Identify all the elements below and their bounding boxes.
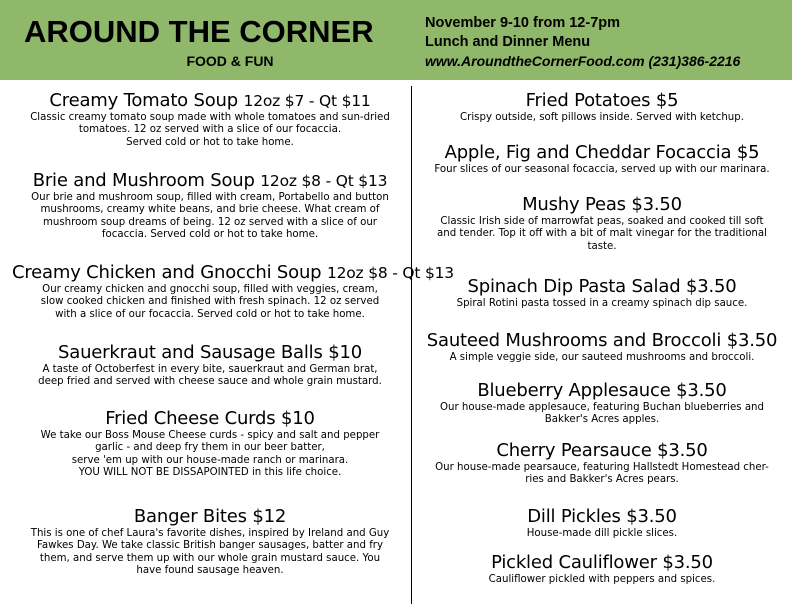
description-line: Classic Irish side of marrowfat peas, soaked and cooked till soft: [440, 216, 764, 227]
description-line: Fawkes Day. We take classic British banger sausages, batter and fry: [36, 540, 384, 552]
description-line: Classic creamy tomato soup made with whole tomatoes and sun-dried: [30, 112, 390, 123]
menu-item-title: [418, 330, 786, 352]
menu-item-price: 12oz $7 - Qt $11: [243, 92, 371, 110]
menu-item-title: [418, 142, 786, 164]
description-line: YOU WILL NOT BE DISSAPOINTED in this life choice.: [78, 467, 342, 479]
menu-item-description: [418, 402, 786, 427]
menu-item-price: 12oz $8 - Qt $13: [326, 264, 454, 282]
description-line: Cauliflower pickled with peppers and spices.: [488, 574, 716, 585]
description-line: have found sausage heaven.: [136, 565, 284, 577]
menu-item-description: [12, 430, 408, 480]
description-line: Served cold or hot to take home.: [126, 136, 294, 148]
menu-item-description: [418, 352, 786, 364]
menu-item: [418, 506, 786, 540]
menu-item-description: [12, 364, 408, 389]
menu-item-price: $3.50: [662, 552, 713, 573]
description-line: Our brie and mushroom soup, filled with cream, Portabello and button: [31, 192, 389, 203]
brand-tagline: FOOD & FUN: [186, 53, 274, 69]
menu-item-title: [12, 506, 408, 528]
menu-item-description: [418, 574, 786, 586]
menu-item-name: Mushy Peas: [522, 194, 626, 215]
menu-item-description: [418, 298, 786, 310]
menu-item: [418, 90, 786, 124]
menu-item-price: 12oz $8 - Qt $13: [260, 172, 388, 190]
menu-item: [12, 408, 408, 480]
menu-type: Lunch and Dinner Menu: [425, 34, 591, 50]
menu-item-name: Fried Cheese Curds: [105, 408, 276, 429]
description-line: Crispy outside, soft pillows inside. Served with ketchup.: [460, 112, 744, 123]
menu-item: [418, 142, 786, 176]
menu-item-title: [12, 90, 408, 112]
description-line: tomatoes. 12 oz served with a slice of our focaccia.: [78, 124, 342, 136]
menu-item: [418, 330, 786, 364]
menu-item: [418, 380, 786, 427]
menu-item-price: $3.50: [685, 276, 737, 297]
menu-item-price: $3.50: [626, 506, 677, 527]
menu-item: [418, 276, 786, 310]
description-line: A taste of Octoberfest in every bite, sauerkraut and German brat,: [42, 364, 378, 375]
event-date: November 9-10 from 12-7pm: [425, 15, 621, 31]
menu-item: [12, 90, 408, 149]
menu-item-title: [418, 552, 786, 574]
description-line: House-made dill pickle slices.: [526, 528, 678, 539]
menu-item-name: Cherry Pearsauce: [496, 440, 652, 461]
event-info: [425, 14, 740, 71]
description-line: serve 'em up with our house-made ranch or marinara.: [71, 454, 349, 466]
menu-item: [418, 194, 786, 253]
menu-item-price: $10: [328, 342, 362, 363]
menu-item-description: [418, 462, 786, 487]
menu-item-name: Creamy Tomato Soup: [49, 90, 238, 111]
menu-item-price: $5: [736, 142, 760, 163]
menu-item-name: Pickled Cauliflower: [491, 552, 657, 573]
menu-item-price: $12: [252, 506, 287, 527]
menu-item-title: [12, 170, 408, 192]
menu-item-title: [12, 342, 408, 364]
menu-item-price: $3.50: [631, 194, 682, 215]
menu-item-description: [418, 164, 786, 176]
menu-item-description: [418, 528, 786, 540]
description-line: Our house-made pearsauce, featuring Hallstedt Homestead cher-: [435, 462, 769, 473]
menu-item: [418, 552, 786, 586]
description-line: with a slice of our focaccia. Served cold or hot to take home.: [55, 308, 365, 320]
description-line: deep fried and served with cheese sauce and whole grain mustard.: [38, 376, 382, 388]
menu-item-price: $3.50: [676, 380, 727, 401]
description-line: Our creamy chicken and gnocchi soup, filled with veggies, cream,: [42, 284, 378, 295]
description-line: ries and Bakker's Acres pears.: [525, 474, 679, 486]
description-line: mushroom soup dreams of being. 12 oz served with a slice of our: [42, 216, 377, 228]
menu-item: [418, 440, 786, 487]
menu-item-name: Spinach Dip Pasta Salad: [467, 276, 681, 297]
menu-item-title: [418, 90, 786, 112]
menu-item-description: [12, 192, 408, 242]
description-line: This is one of chef Laura's favorite dishes, inspired by Ireland and Guy: [30, 528, 390, 539]
description-line: Spiral Rotini pasta tossed in a creamy spinach dip sauce.: [456, 298, 748, 309]
description-line: focaccia. Served cold or hot to take home.: [101, 229, 319, 241]
description-line: A simple veggie side, our sauteed mushrooms and broccoli.: [449, 352, 755, 363]
menu-item-price: $3.50: [726, 330, 778, 351]
description-line: garlic - and deep fry them in our beer batter,: [95, 442, 325, 454]
menu-item-name: Blueberry Applesauce: [477, 380, 671, 401]
brand-name: AROUND THE CORNER: [24, 14, 374, 49]
menu-item-title: [12, 408, 408, 430]
description-line: and tender. Top it off with a bit of malt vinegar for the traditional: [437, 228, 767, 240]
menu-item-name: Fried Potatoes: [525, 90, 651, 111]
menu-item-name: Apple, Fig and Cheddar Focaccia: [444, 142, 732, 163]
menu-item-description: [12, 528, 408, 578]
column-divider: [411, 86, 412, 604]
description-line: mushrooms, creamy white beans, and brie cheese. What cream of: [40, 204, 380, 216]
description-line: We take our Boss Mouse Cheese curds - spicy and salt and pepper: [40, 430, 380, 441]
menu-item: [12, 342, 408, 389]
description-line: slow cooked chicken and finished with fresh spinach. 12 oz served: [40, 296, 380, 308]
menu-item-title: [418, 276, 786, 298]
menu-item-name: Banger Bites: [133, 506, 247, 527]
menu-item-description: [418, 216, 786, 253]
menu-item-title: [12, 262, 454, 284]
menu-item-name: Dill Pickles: [527, 506, 621, 527]
menu-item-price: $3.50: [657, 440, 708, 461]
menu-item-price: $5: [655, 90, 679, 111]
menu-item-name: Creamy Chicken and Gnocchi Soup: [12, 262, 322, 283]
description-line: Four slices of our seasonal focaccia, served up with our marinara.: [434, 164, 770, 175]
description-line: taste.: [587, 240, 617, 252]
website-phone: www.AroundtheCornerFood.com (231)386-2216: [425, 53, 741, 69]
menu-item-price: $10: [281, 408, 315, 429]
menu-item-description: [418, 112, 786, 124]
menu-item-title: [418, 506, 786, 528]
menu-item: [12, 262, 454, 321]
menu-item-description: [12, 284, 408, 321]
menu-item-name: Sauerkraut and Sausage Balls: [58, 342, 323, 363]
menu-item-name: Brie and Mushroom Soup: [32, 170, 255, 191]
menu-item: [12, 170, 408, 242]
description-line: Bakker's Acres apples.: [544, 414, 660, 426]
menu-item-name: Sauteed Mushrooms and Broccoli: [426, 330, 722, 351]
description-line: Our house-made applesauce, featuring Buchan blueberries and: [439, 402, 764, 413]
menu-item-title: [418, 194, 786, 216]
menu-header: [0, 0, 792, 80]
description-line: them, and serve them up with our whole grain mustard sauce. You: [39, 552, 381, 564]
menu-item-title: [418, 440, 786, 462]
menu-item-title: [418, 380, 786, 402]
menu-item: [12, 506, 408, 578]
menu-item-description: [12, 112, 408, 149]
